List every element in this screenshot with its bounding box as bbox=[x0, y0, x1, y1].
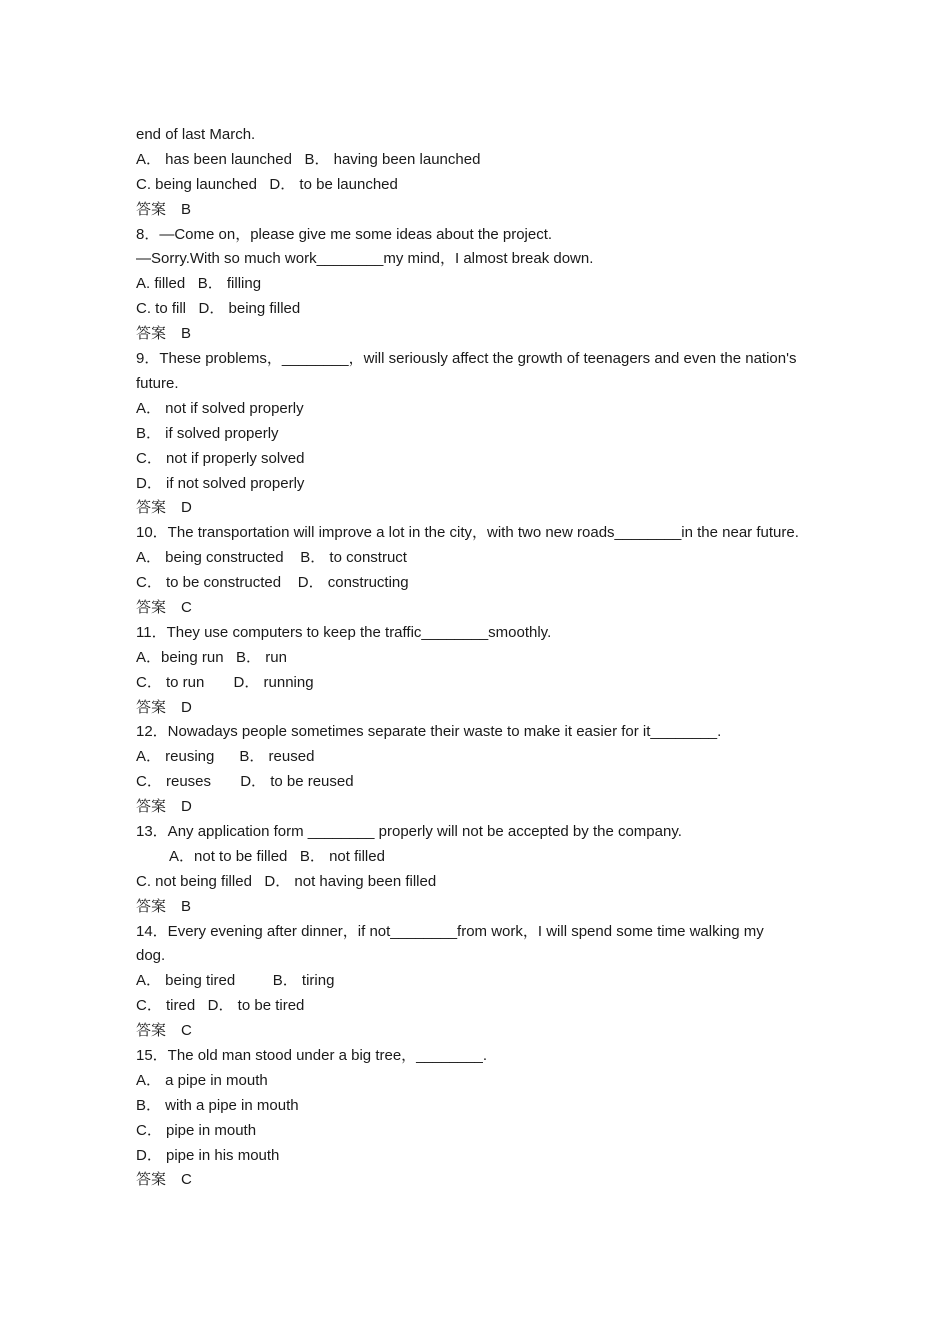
answer-line: 答案 B bbox=[136, 200, 192, 218]
answer-line: 答案 D bbox=[136, 698, 192, 716]
answer-line: 答案 C bbox=[136, 1022, 192, 1040]
option-line: A． reusing B． reused bbox=[136, 748, 315, 766]
answer-line: 答案 B bbox=[136, 897, 192, 915]
answer-line: 答案 D bbox=[136, 499, 192, 517]
option-line: D． pipe in his mouth bbox=[136, 1146, 280, 1164]
option-line: B． if solved properly bbox=[136, 424, 279, 442]
answer-line: 答案 C bbox=[136, 1171, 192, 1189]
answer-line: 答案 B bbox=[136, 325, 192, 343]
option-line: A．being run B． run bbox=[136, 648, 287, 666]
question-13: 13．Any application form ________ properly will not be accepted by the company. bbox=[136, 822, 682, 840]
question-line: —Sorry.With so much work________my mind，I almost break down. bbox=[136, 250, 594, 268]
option-line: A．not to be filled B． not filled bbox=[169, 847, 385, 865]
question-9: 9．These problems，________，will seriously affect the growth of teenagers and even the nation's future. bbox=[136, 350, 797, 392]
option-line: B． with a pipe in mouth bbox=[136, 1096, 299, 1114]
document-page bbox=[136, 123, 816, 1193]
text-line: end of last March. bbox=[136, 126, 256, 143]
question-8: 8．—Come on，please give me some ideas about the project. bbox=[136, 225, 553, 243]
answer-line: 答案 C bbox=[136, 598, 192, 616]
option-line: C. to fill D． being filled bbox=[136, 300, 301, 318]
option-line: C． not if properly solved bbox=[136, 449, 305, 467]
question-12: 12．Nowadays people sometimes separate their waste to make it easier for it________. bbox=[136, 723, 722, 741]
option-line: C. being launched D． to be launched bbox=[136, 175, 398, 193]
option-line: C． pipe in mouth bbox=[136, 1121, 257, 1139]
option-line: C． to run D． running bbox=[136, 673, 314, 691]
option-line: A． a pipe in mouth bbox=[136, 1071, 268, 1089]
option-line: A． being tired B． tiring bbox=[136, 972, 335, 990]
question-11: 11．They use computers to keep the traffic________smoothly. bbox=[136, 623, 552, 641]
option-line: C． to be constructed D． constructing bbox=[136, 574, 409, 592]
option-line: D． if not solved properly bbox=[136, 474, 305, 492]
question-14: 14．Every evening after dinner，if not________from work，I will spend some time walking my dog. bbox=[136, 922, 764, 965]
option-line: A． being constructed B． to construct bbox=[136, 549, 407, 567]
question-10: 10．The transportation will improve a lot in the city，with two new roads________in the near future. bbox=[136, 524, 799, 542]
option-line: C. not being filled D． not having been filled bbox=[136, 872, 437, 890]
option-line: A． has been launched B． having been launched bbox=[136, 150, 481, 168]
answer-line: 答案 D bbox=[136, 798, 192, 816]
option-line: C． reuses D． to be reused bbox=[136, 773, 354, 791]
option-line: A. filled B． filling bbox=[136, 275, 262, 293]
option-line: C． tired D． to be tired bbox=[136, 997, 305, 1015]
question-15: 15．The old man stood under a big tree，________. bbox=[136, 1047, 488, 1065]
option-line: A． not if solved properly bbox=[136, 399, 304, 417]
